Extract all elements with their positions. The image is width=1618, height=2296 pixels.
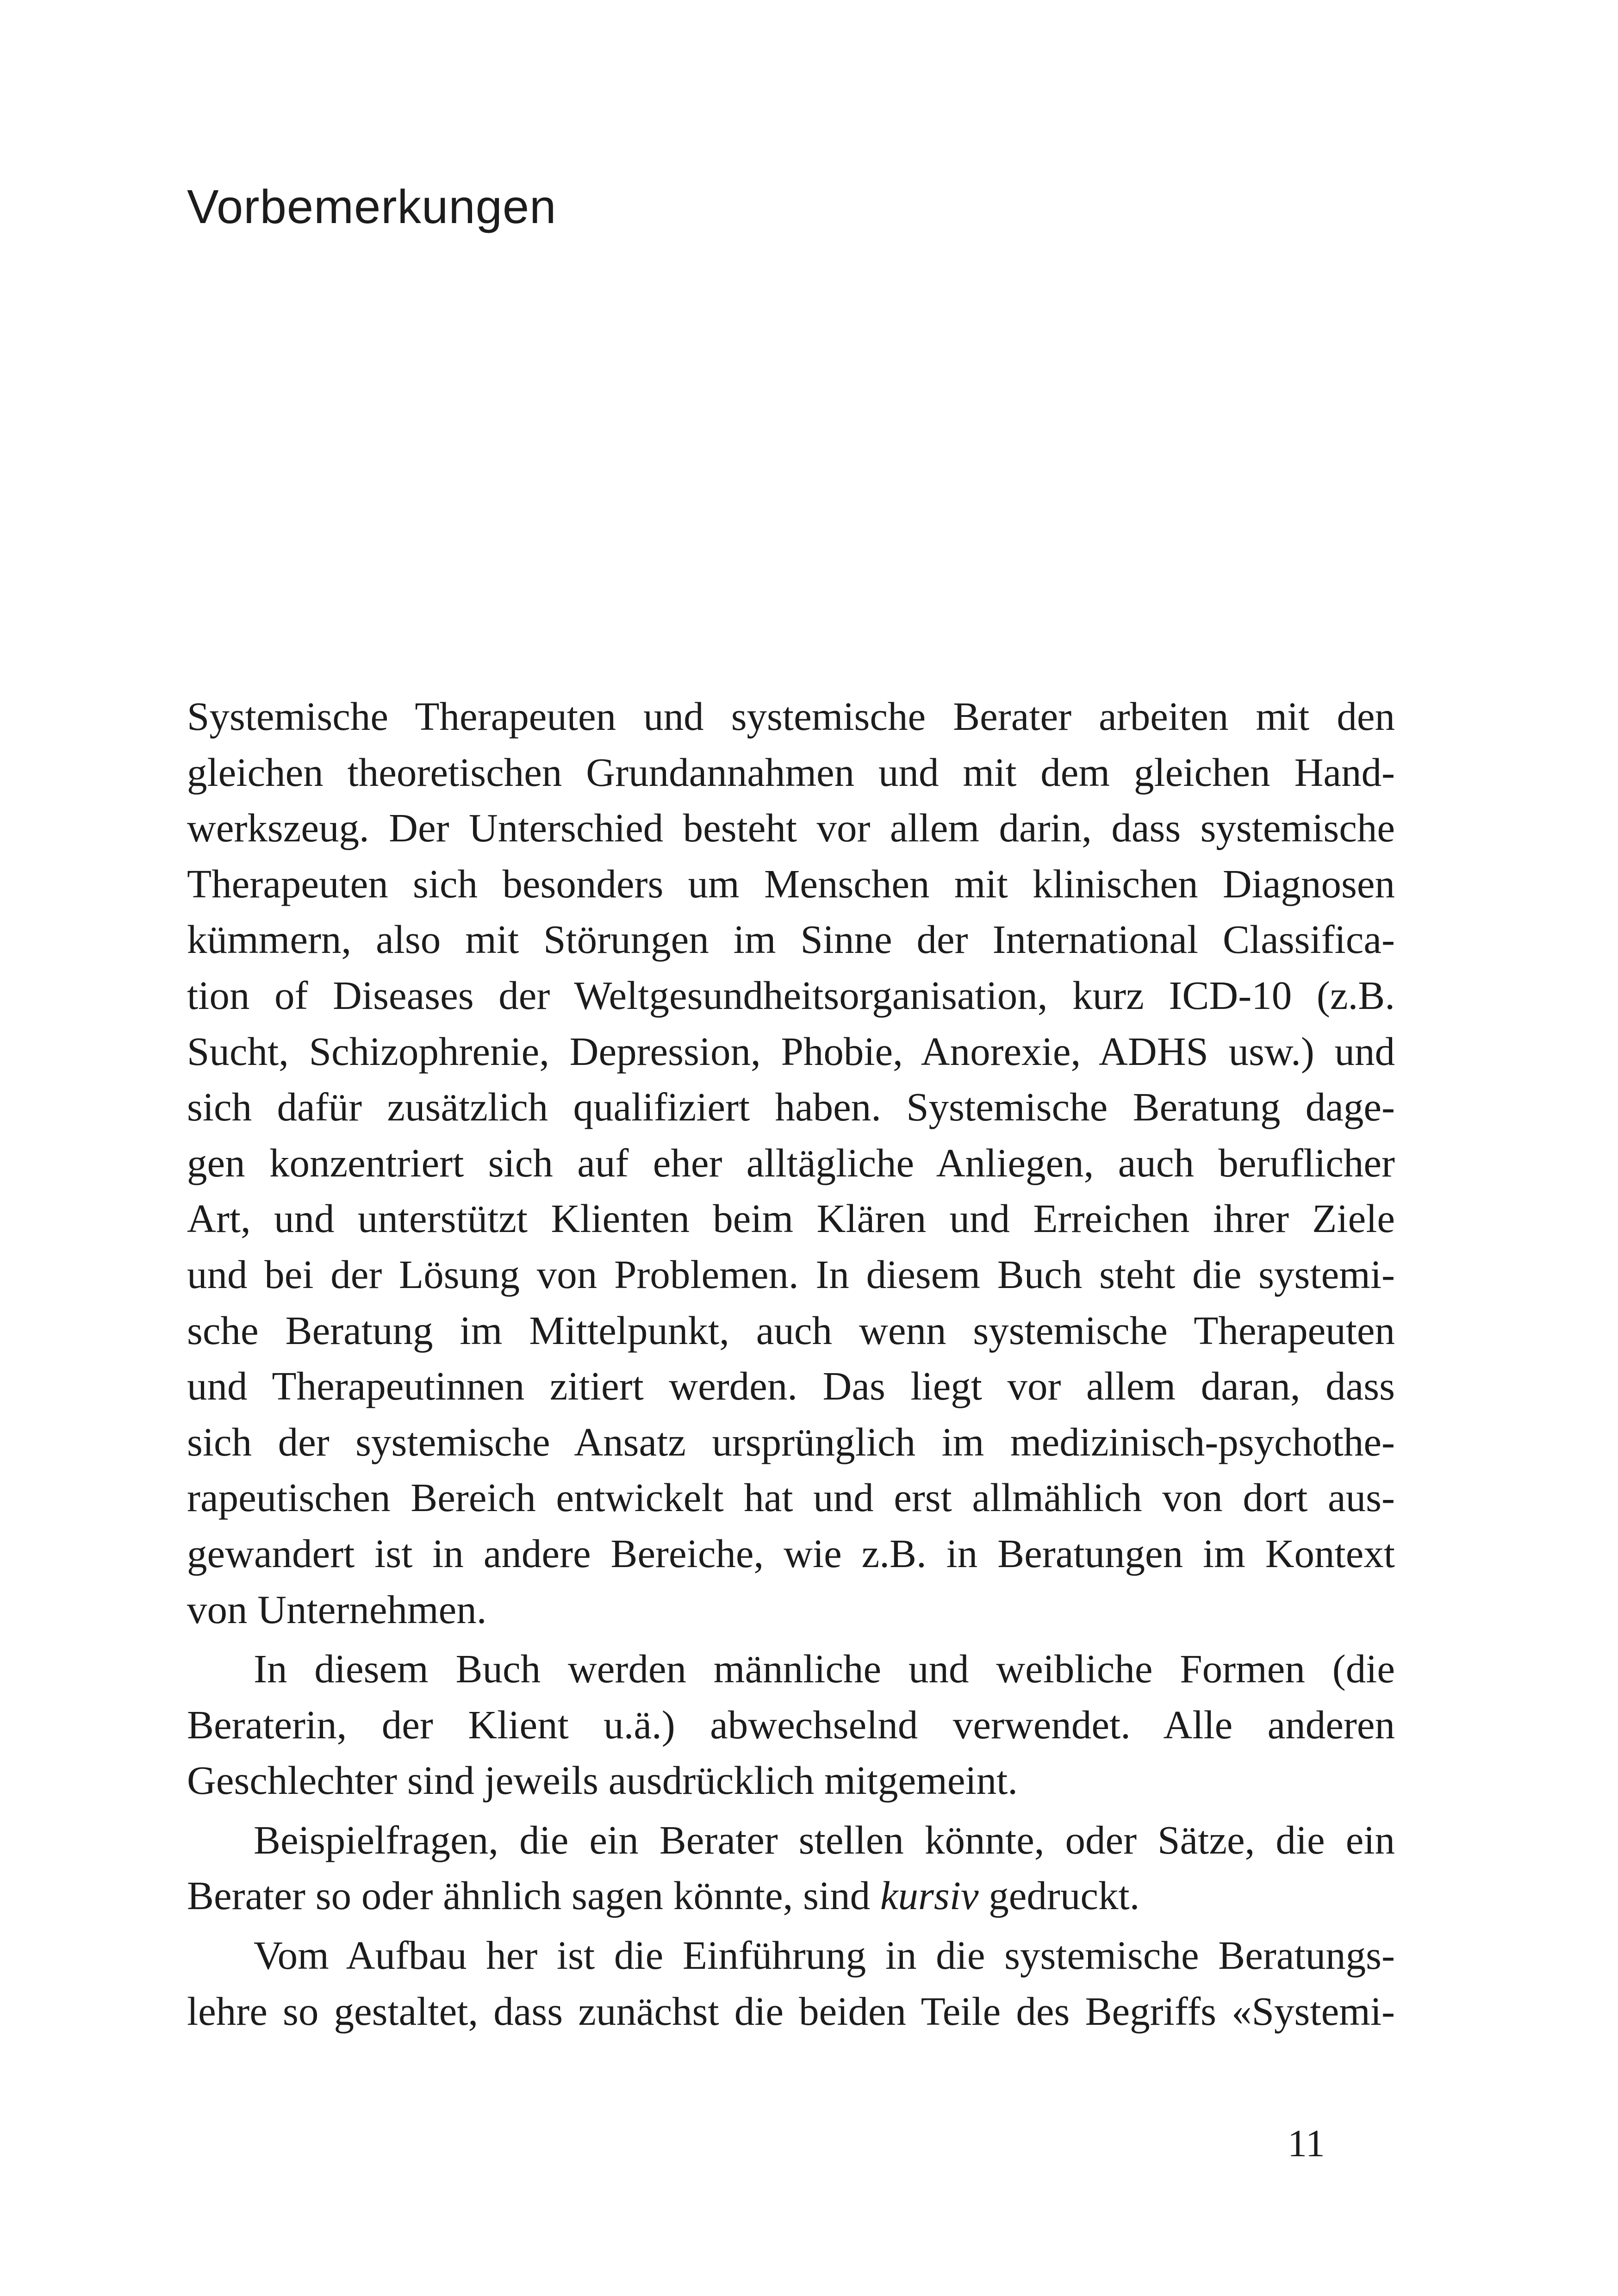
text-line: Geschlechter sind jeweils ausdrücklich mitgemeint. [187,1758,1018,1803]
text-line: Vom Aufbau her ist die Einführung in die systemische Beratungs- [254,1933,1395,1978]
paragraph-systemic-therapy-vs-counseling [187,689,1395,1637]
text-line [187,1868,1395,1924]
text-line: sche Beratung im Mittelpunkt, auch wenn systemische Therapeuten [187,1307,1395,1353]
italic-word: kursiv [880,1873,979,1918]
text-run: Berater so oder ähnlich sagen könnte, sind [187,1873,880,1918]
chapter-heading: Vorbemerkungen [187,180,557,233]
body-text [187,689,1395,2039]
page-number: 11 [1288,2122,1325,2165]
text-line: gewandert ist in andere Bereiche, wie z.B. in Beratungen im Kontext [187,1531,1395,1576]
text-line: Beraterin, der Klient u.ä.) abwechselnd verwendet. Alle anderen [187,1702,1395,1747]
text-line: kümmern, also mit Störungen im Sinne der International Classifica- [187,917,1395,962]
text-line: werkszeug. Der Unterschied besteht vor allem darin, dass systemische [187,805,1395,851]
paragraph-italic-note [187,1812,1395,1924]
text-run: gedruckt. [978,1873,1140,1918]
paragraph-structure [187,1928,1395,2039]
text-line: gleichen theoretischen Grundannahmen und mit dem gleichen Hand- [187,749,1395,795]
text-line: sich dafür zusätzlich qualifiziert haben. Systemische Beratung dage- [187,1084,1395,1130]
text-line: In diesem Buch werden männliche und weibliche Formen (die [254,1646,1395,1692]
text-line: rapeutischen Bereich entwickelt hat und erst allmählich von dort aus- [187,1475,1395,1520]
text-line: und Therapeutinnen zitiert werden. Das liegt vor allem daran, dass [187,1363,1395,1409]
text-line: gen konzentriert sich auf eher alltägliche Anliegen, auch beruflicher [187,1140,1395,1185]
text-line: sich der systemische Ansatz ursprünglich im medizinisch-psychothe- [187,1419,1395,1464]
text-line: Therapeuten sich besonders um Menschen mit klinischen Diagnosen [187,861,1395,906]
text-line: Sucht, Schizophrenie, Depression, Phobie, Anorexie, ADHS usw.) und [187,1028,1395,1074]
text-line: und bei der Lösung von Problemen. In diesem Buch steht die systemi- [187,1251,1395,1297]
text-line: tion of Diseases der Weltgesundheitsorganisation, kurz ICD-10 (z.B. [187,972,1395,1018]
text-line: Art, und unterstützt Klienten beim Klären und Erreichen ihrer Ziele [187,1196,1395,1241]
text-line: Systemische Therapeuten und systemische Berater arbeiten mit den [187,694,1395,739]
text-line: lehre so gestaltet, dass zunächst die beiden Teile des Begriffs «Systemi- [187,1988,1395,2034]
text-line: Beispielfragen, die ein Berater stellen könnte, oder Sätze, die ein [254,1817,1395,1862]
text-line: von Unternehmen. [187,1587,487,1632]
paragraph-gender-forms [187,1641,1395,1809]
